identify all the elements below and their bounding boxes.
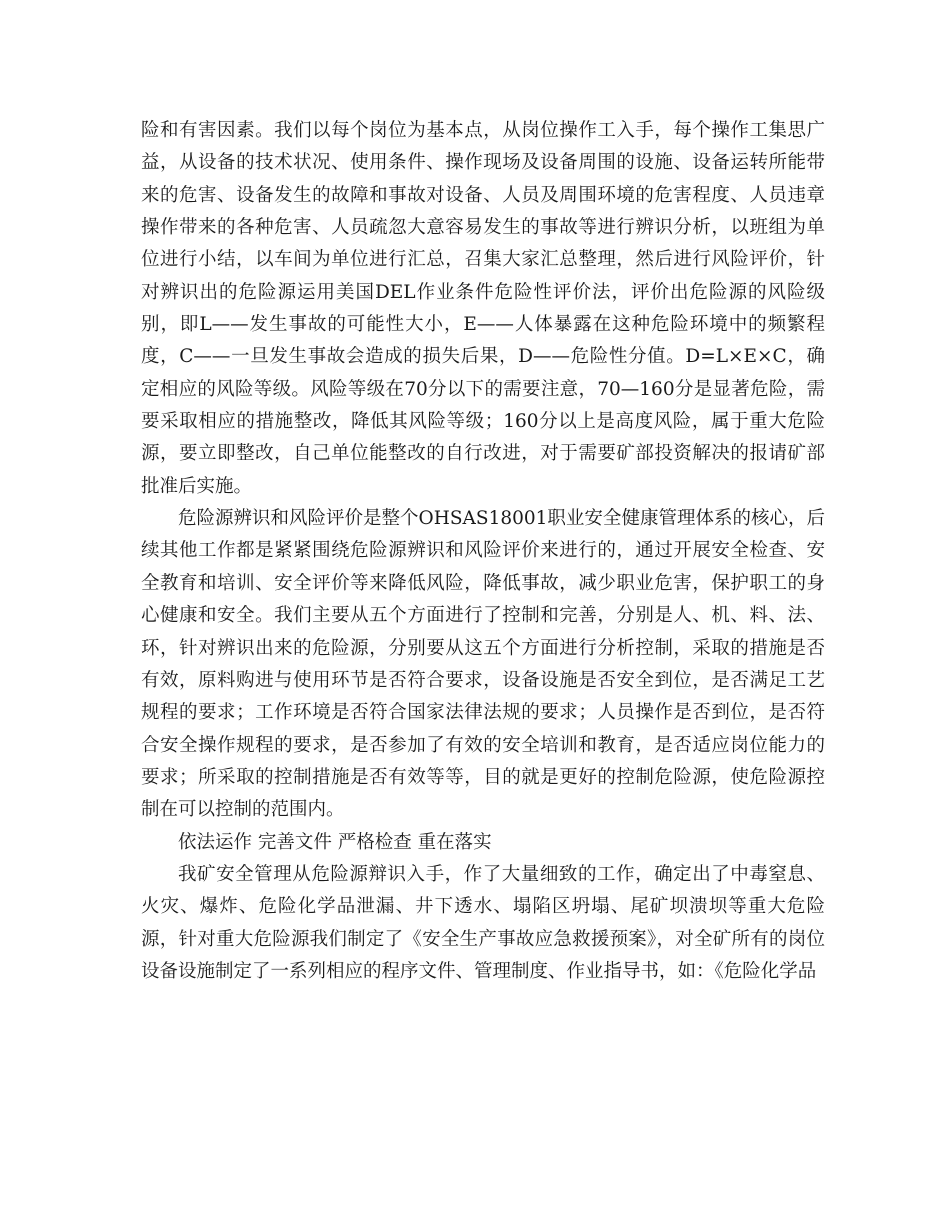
document-body [141, 115, 825, 988]
paragraph-major-hazards: 我矿安全管理从危险源辩识入手，作了大量细致的工作，确定出了中毒窒息、火灾、爆炸、危险化学品泄漏、井下透水、塌陷区坍塌、尾矿坝溃坝等重大危险源，针对重大危险源我们制定了《安全生产事故应急救援预案》，对全矿所有的岗位设备设施制定了一系列相应的程序文件、管理制度、作业指导书，如：《危险化学品 [141, 863, 825, 982]
section-heading: 依法运作 完善文件 严格检查 重在落实 [178, 831, 492, 853]
paragraph-risk-assessment: 险和有害因素。我们以每个岗位为基本点，从岗位操作工入手，每个操作工集思广益，从设备的技术状况、使用条件、操作现场及设备周围的设施、设备运转所能带来的危害、设备发生的故障和事故对设备、人员及周围环境的危害程度、人员违章操作带来的各种危害、人员疏忽大意容易发生的事故等进行辨识分析，以班组为单位进行小结，以车间为单位进行汇总，召集大家汇总整理，然后进行风险评价，针对辨识出的危险源运用美国DEL作业条件危险性评价法，评价出危险源的风险级别，即L——发生事故的可能性大小，E——人体暴露在这种危险环境中的频繁程度，C——一旦发生事故会造成的损失后果，D——危险性分值。D=L×E×C，确定相应的风险等级。风险等级在70分以下的需要注意，70—160分是显著危险，需要采取相应的措施整改，降低其风险等级；160分以上是高度风险，属于重大危险源，要立即整改，自己单位能整改的自行改进，对于需要矿部投资解决的报请矿部批准后实施。 [141, 120, 825, 497]
paragraph-ohsas-core: 危险源辨识和风险评价是整个OHSAS18001职业安全健康管理体系的核心，后续其他工作都是紧紧围绕危险源辨识和风险评价来进行的，通过开展安全检查、安全教育和培训、安全评价等来降低风险，降低事故，减少职业危害，保护职工的身心健康和安全。我们主要从五个方面进行了控制和完善，分别是人、机、料、法、环，针对辨识出来的危险源，分别要从这五个方面进行分析控制，采取的措施是否有效，原料购进与使用环节是否符合要求，设备设施是否安全到位，是否满足工艺规程的要求；工作环境是否符合国家法律法规的要求；人员操作是否到位，是否符合安全操作规程的要求，是否参加了有效的安全培训和教育，是否适应岗位能力的要求；所采取的控制措施是否有效等等，目的就是更好的控制危险源，使危险源控制在可以控制的范围内。 [141, 508, 825, 821]
